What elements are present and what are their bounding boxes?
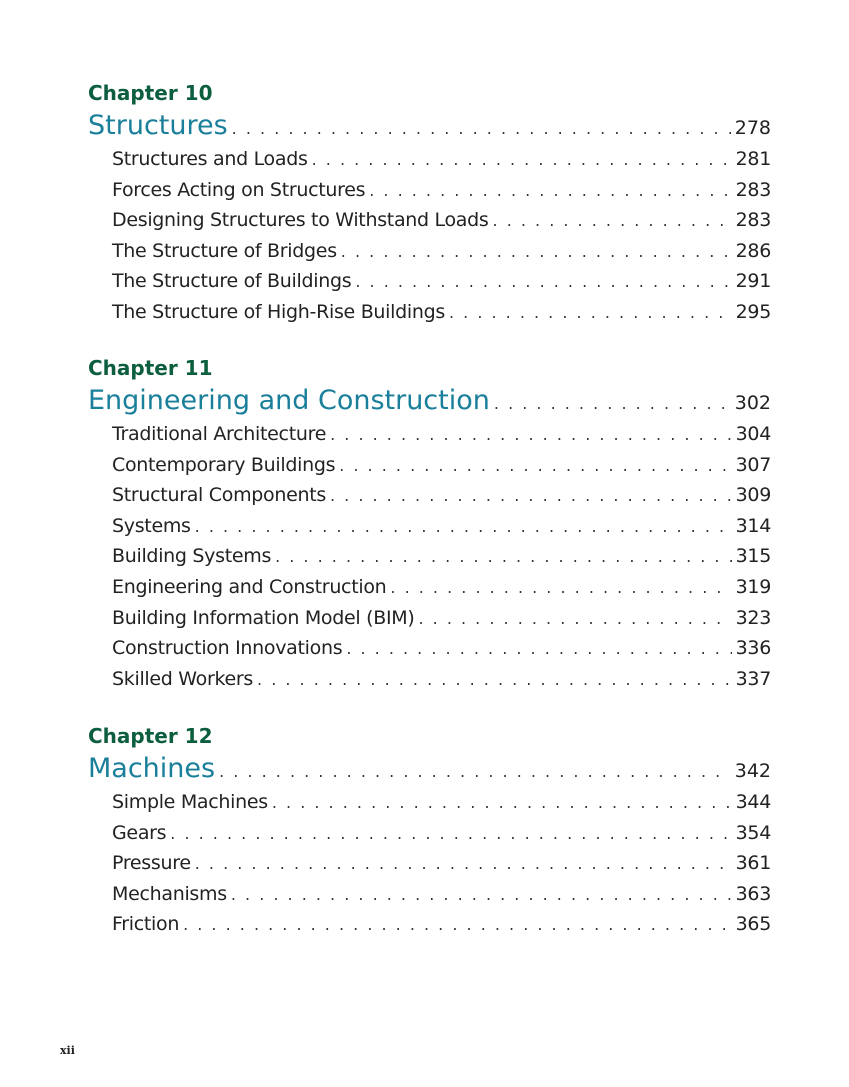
page-number: 302: [734, 392, 771, 414]
entry-title: The Structure of Buildings: [112, 270, 352, 293]
page-number: xii: [60, 1044, 75, 1057]
toc-entry[interactable]: [112, 144, 771, 175]
toc-entry[interactable]: [112, 633, 771, 664]
entry-title: Skilled Workers: [112, 667, 254, 690]
chapter-title: Engineering and Construction: [88, 385, 490, 416]
entry-title: Building Systems: [112, 545, 272, 568]
entry-title: Systems: [112, 514, 191, 537]
entry-title: Mechanisms: [112, 882, 227, 905]
dot-leader: [231, 880, 732, 911]
dot-leader: [195, 512, 732, 543]
toc-entry[interactable]: [112, 266, 771, 297]
toc-entry[interactable]: [112, 909, 771, 940]
dot-leader: [170, 819, 731, 850]
chapter-section: [88, 721, 771, 940]
toc-entry[interactable]: [112, 419, 771, 450]
chapter-label: Chapter 10: [88, 81, 213, 105]
entry-title: Forces Acting on Structures: [112, 178, 366, 201]
chapter-label: Chapter 11: [88, 356, 213, 380]
page-number: 314: [735, 514, 771, 537]
entry-title: Building Information Model (BIM): [112, 606, 415, 629]
toc-entry[interactable]: [112, 297, 771, 328]
page-number: 295: [735, 300, 771, 323]
chapter-label: Chapter 12: [88, 724, 213, 748]
entry-title: Pressure: [112, 852, 191, 875]
chapter-title: Machines: [88, 753, 216, 784]
toc-entry[interactable]: [112, 511, 771, 542]
entry-title: Gears: [112, 821, 167, 844]
dot-leader: [341, 237, 732, 268]
dot-leader: [219, 754, 731, 790]
page-number: 363: [735, 882, 771, 905]
toc-entry[interactable]: [112, 664, 771, 695]
toc-entry[interactable]: [112, 603, 771, 634]
toc-entry[interactable]: [112, 818, 771, 849]
dot-leader: [183, 910, 732, 941]
page-number: 365: [735, 913, 771, 936]
dot-leader: [312, 145, 732, 176]
dot-leader: [449, 298, 732, 329]
chapter-section: [88, 78, 771, 328]
page-number: 286: [735, 239, 771, 262]
entry-title: The Structure of Bridges: [112, 239, 337, 262]
page-number: 309: [735, 484, 771, 507]
dot-leader: [232, 111, 731, 147]
page-number: 283: [735, 209, 771, 232]
entry-title: The Structure of High-Rise Buildings: [112, 300, 445, 323]
toc-entry[interactable]: [112, 205, 771, 236]
dot-leader: [369, 176, 731, 207]
page-number: 336: [735, 637, 771, 660]
page-number: 354: [735, 821, 771, 844]
toc-entry[interactable]: [112, 236, 771, 267]
page-number: 319: [735, 575, 771, 598]
dot-leader: [339, 451, 731, 482]
chapter-title: Structures: [88, 110, 228, 141]
entry-title: Simple Machines: [112, 791, 268, 813]
entry-title: Designing Structures to Withstand Loads: [112, 209, 489, 232]
page-number: 304: [735, 423, 771, 445]
page-number: 344: [735, 791, 771, 813]
entry-title: Friction: [112, 913, 180, 936]
dot-leader: [355, 267, 731, 298]
entry-title: Structures and Loads: [112, 148, 308, 170]
entry-title: Traditional Architecture: [112, 423, 327, 445]
toc-entry[interactable]: [112, 450, 771, 481]
dot-leader: [272, 788, 732, 819]
dot-leader: [195, 849, 732, 880]
toc-entry[interactable]: [112, 848, 771, 879]
dot-leader: [275, 542, 732, 573]
dot-leader: [346, 634, 731, 665]
entry-title: Construction Innovations: [112, 637, 343, 660]
chapter-title-row[interactable]: [88, 108, 771, 144]
page-number: 342: [734, 760, 771, 782]
page-number: 323: [735, 606, 771, 629]
dot-leader: [390, 573, 731, 604]
toc-entry[interactable]: [112, 572, 771, 603]
dot-leader: [330, 420, 732, 451]
dot-leader: [330, 481, 732, 512]
page-number: 291: [735, 270, 771, 293]
page-number: 307: [735, 453, 771, 476]
entry-title: Contemporary Buildings: [112, 453, 336, 476]
chapter-title-row[interactable]: [88, 751, 771, 787]
toc-entry[interactable]: [112, 787, 771, 818]
page-number: 283: [735, 178, 771, 201]
toc-entry[interactable]: [112, 541, 771, 572]
toc-entry[interactable]: [112, 480, 771, 511]
entry-title: Engineering and Construction: [112, 575, 387, 598]
page-number: 315: [735, 545, 771, 568]
dot-leader: [494, 386, 731, 422]
dot-leader: [493, 206, 732, 237]
toc-entry[interactable]: [112, 879, 771, 910]
chapter-title-row[interactable]: [88, 383, 771, 419]
toc-entry[interactable]: [112, 175, 771, 206]
chapter-section: [88, 353, 771, 694]
page-number: 337: [735, 667, 771, 690]
page-number: 278: [734, 117, 771, 139]
page-number: 281: [735, 148, 771, 170]
dot-leader: [418, 604, 731, 635]
dot-leader: [257, 665, 732, 696]
page-number: 361: [735, 852, 771, 875]
entry-title: Structural Components: [112, 484, 326, 507]
